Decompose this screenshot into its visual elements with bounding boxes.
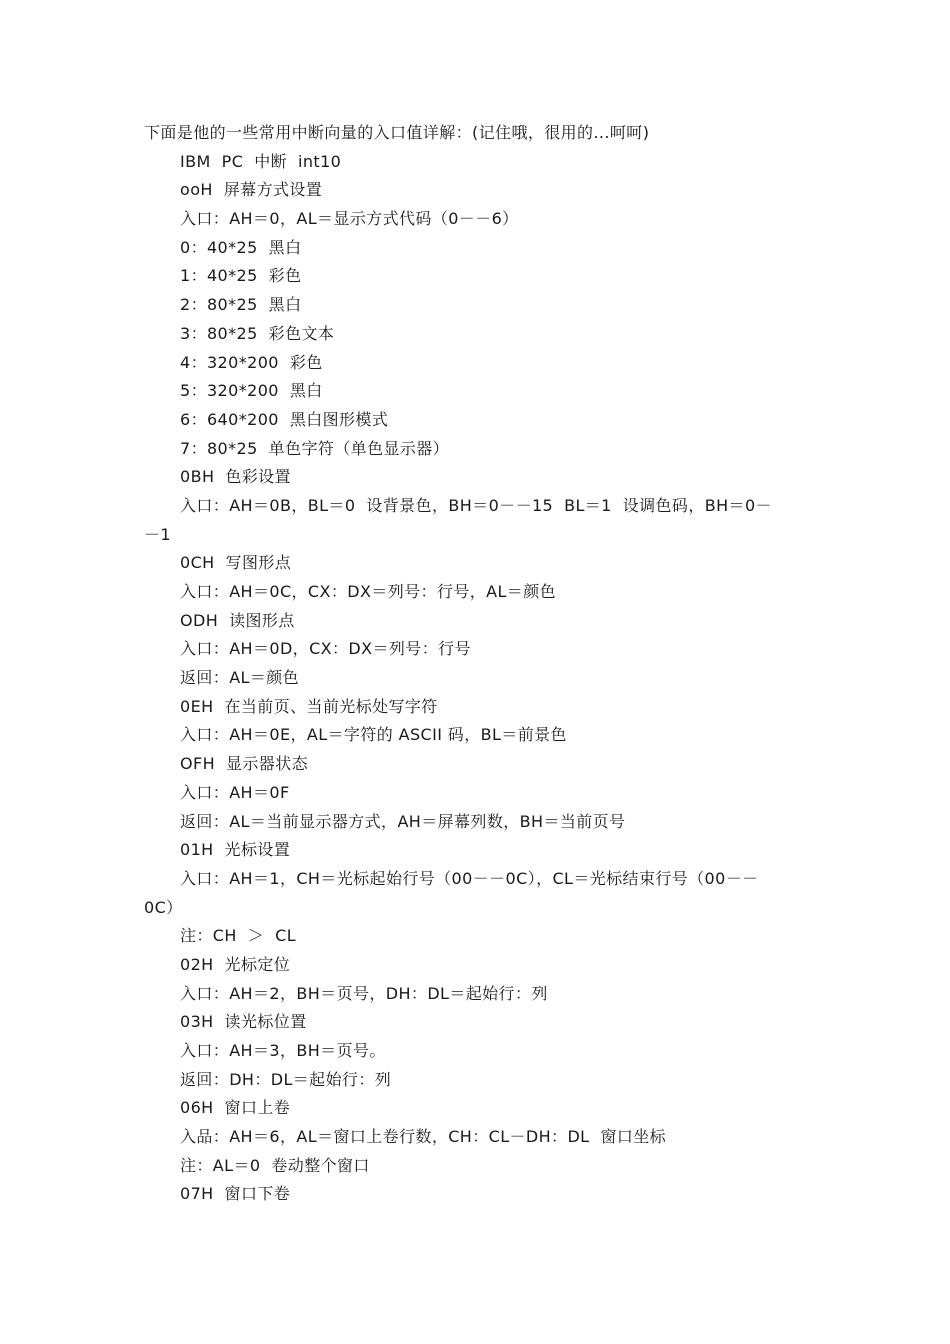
- text-line: 入口：AH＝3，BH＝页号。: [180, 1041, 386, 1060]
- text-line: 入口：AH＝0，AL＝显示方式代码（0－－6）: [180, 209, 519, 229]
- text-line: ODH 读图形点: [180, 610, 295, 630]
- text-line: OFH 显示器状态: [180, 754, 309, 774]
- text-line: －1: [144, 524, 171, 544]
- text-line: 下面是他的一些常用中断向量的入口值详解：(记住哦，很用的...呵呵): [144, 123, 650, 142]
- text-line: 入口：AH＝0E，AL＝字符的 ASCII 码，BL＝前景色: [180, 725, 567, 745]
- text-line: 入品：AH＝6，AL＝窗口上卷行数，CH：CL－DH：DL 窗口坐标: [180, 1127, 667, 1147]
- text-line: 入口：AH＝0D，CX：DX＝列号：行号: [180, 639, 471, 659]
- text-line: 2：80*25 黑白: [180, 295, 302, 315]
- text-line: 0CH 写图形点: [180, 553, 292, 573]
- text-line: 返回：AL＝颜色: [180, 668, 300, 688]
- text-line: 0BH 色彩设置: [180, 467, 291, 487]
- text-line: 入口：AH＝0F: [180, 782, 290, 802]
- text-line: 0C）: [144, 897, 183, 917]
- text-line: 入口：AH＝2，BH＝页号，DH：DL＝起始行：列: [180, 983, 548, 1003]
- text-line: 6：640*200 黑白图形模式: [180, 409, 389, 429]
- text-line: ooH 屏幕方式设置: [180, 180, 323, 200]
- text-line: 5：320*200 黑白: [180, 381, 323, 401]
- text-line: 0：40*25 黑白: [180, 237, 302, 257]
- text-line: 1：40*25 彩色: [180, 266, 302, 286]
- text-line: 注：CH ＞ CL: [180, 926, 297, 946]
- text-line: 4：320*200 彩色: [180, 352, 323, 372]
- text-line: 注：AL＝0 卷动整个窗口: [180, 1155, 370, 1175]
- text-line: 01H 光标设置: [180, 840, 291, 860]
- text-line: 入口：AH＝0B，BL＝0 设背景色，BH＝0－－15 BL＝1 设调色码，BH＝0－: [180, 495, 772, 515]
- document-body: [144, 119, 810, 1209]
- text-line: 7：80*25 单色字符（单色显示器）: [180, 438, 450, 458]
- text-line: 0EH 在当前页、当前光标处写字符: [180, 696, 438, 716]
- text-line: IBM PC 中断 int10: [180, 151, 342, 171]
- text-line: 06H 窗口上卷: [180, 1098, 291, 1118]
- text-line: 3：80*25 彩色文本: [180, 323, 335, 343]
- text-line: 07H 窗口下卷: [180, 1184, 291, 1204]
- text-line: 入口：AH＝1，CH＝光标起始行号（00－－0C），CL＝光标结束行号（00－－: [180, 868, 759, 888]
- text-line: 返回：DH：DL＝起始行：列: [180, 1069, 392, 1089]
- text-line: 02H 光标定位: [180, 954, 291, 974]
- text-line: 返回：AL＝当前显示器方式，AH＝屏幕列数，BH＝当前页号: [180, 811, 626, 831]
- text-line: 03H 读光标位置: [180, 1012, 307, 1032]
- text-line: 入口：AH＝0C，CX：DX＝列号：行号，AL＝颜色: [180, 582, 557, 601]
